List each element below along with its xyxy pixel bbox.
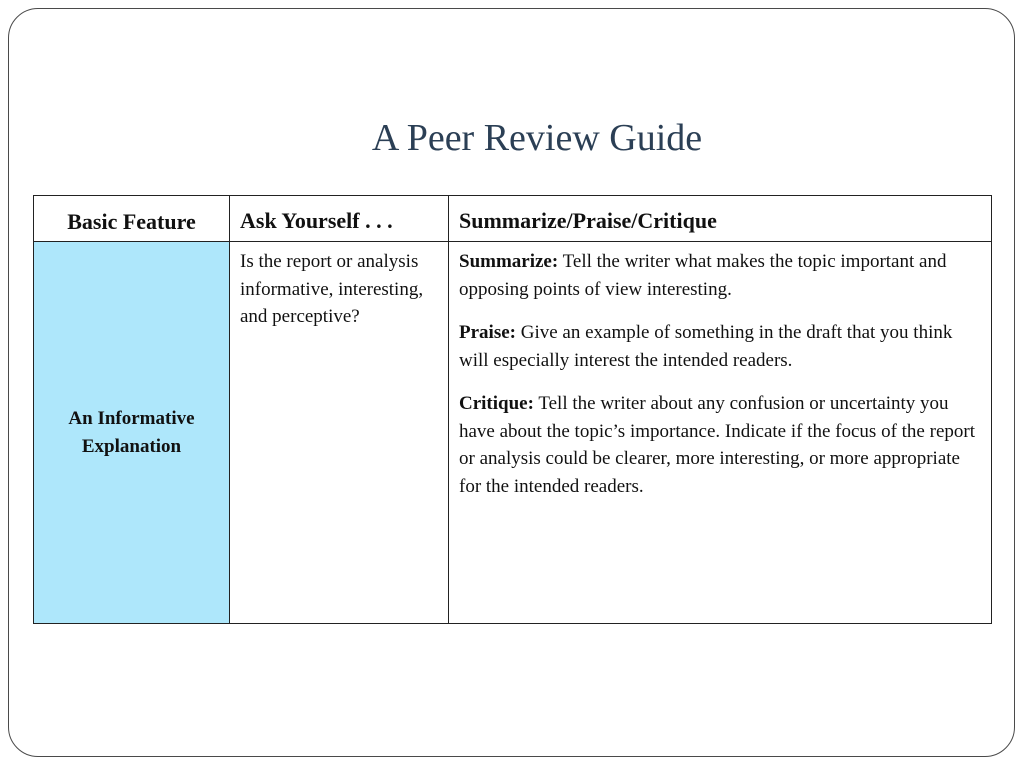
feature-cell [34, 242, 230, 624]
header-ask-yourself: Ask Yourself . . . [230, 196, 449, 242]
header-summarize-praise-critique: Summarize/Praise/Critique [449, 196, 992, 242]
guidance-cell [449, 242, 992, 624]
praise-text: Give an example of something in the draft that you think will especially interest the intended readers. [459, 322, 953, 371]
header-basic-feature: Basic Feature [34, 196, 230, 242]
summarize-label: Summarize: [459, 251, 559, 272]
critique-text: Tell the writer about any confusion or uncertainty you have about the topic’s importance. Indicate if the focus of the report or analysis could be clearer, more interesting, or more appropriate for the intended readers. [459, 393, 975, 497]
summarize-text: Tell the writer what makes the topic important and opposing points of view interesting. [459, 251, 947, 300]
critique-paragraph [459, 390, 981, 500]
praise-label: Praise: [459, 322, 516, 343]
praise-paragraph [459, 319, 981, 374]
table-row [34, 242, 992, 624]
question-text: Is the report or analysis informative, interesting, and perceptive? [240, 251, 424, 327]
peer-review-table [33, 195, 992, 624]
question-cell [230, 242, 449, 624]
critique-label: Critique: [459, 393, 534, 414]
table-header-row [34, 196, 992, 242]
summarize-paragraph [459, 248, 981, 303]
feature-label: An Informative Explanation [68, 408, 195, 457]
slide-title: A Peer Review Guide [371, 117, 703, 159]
